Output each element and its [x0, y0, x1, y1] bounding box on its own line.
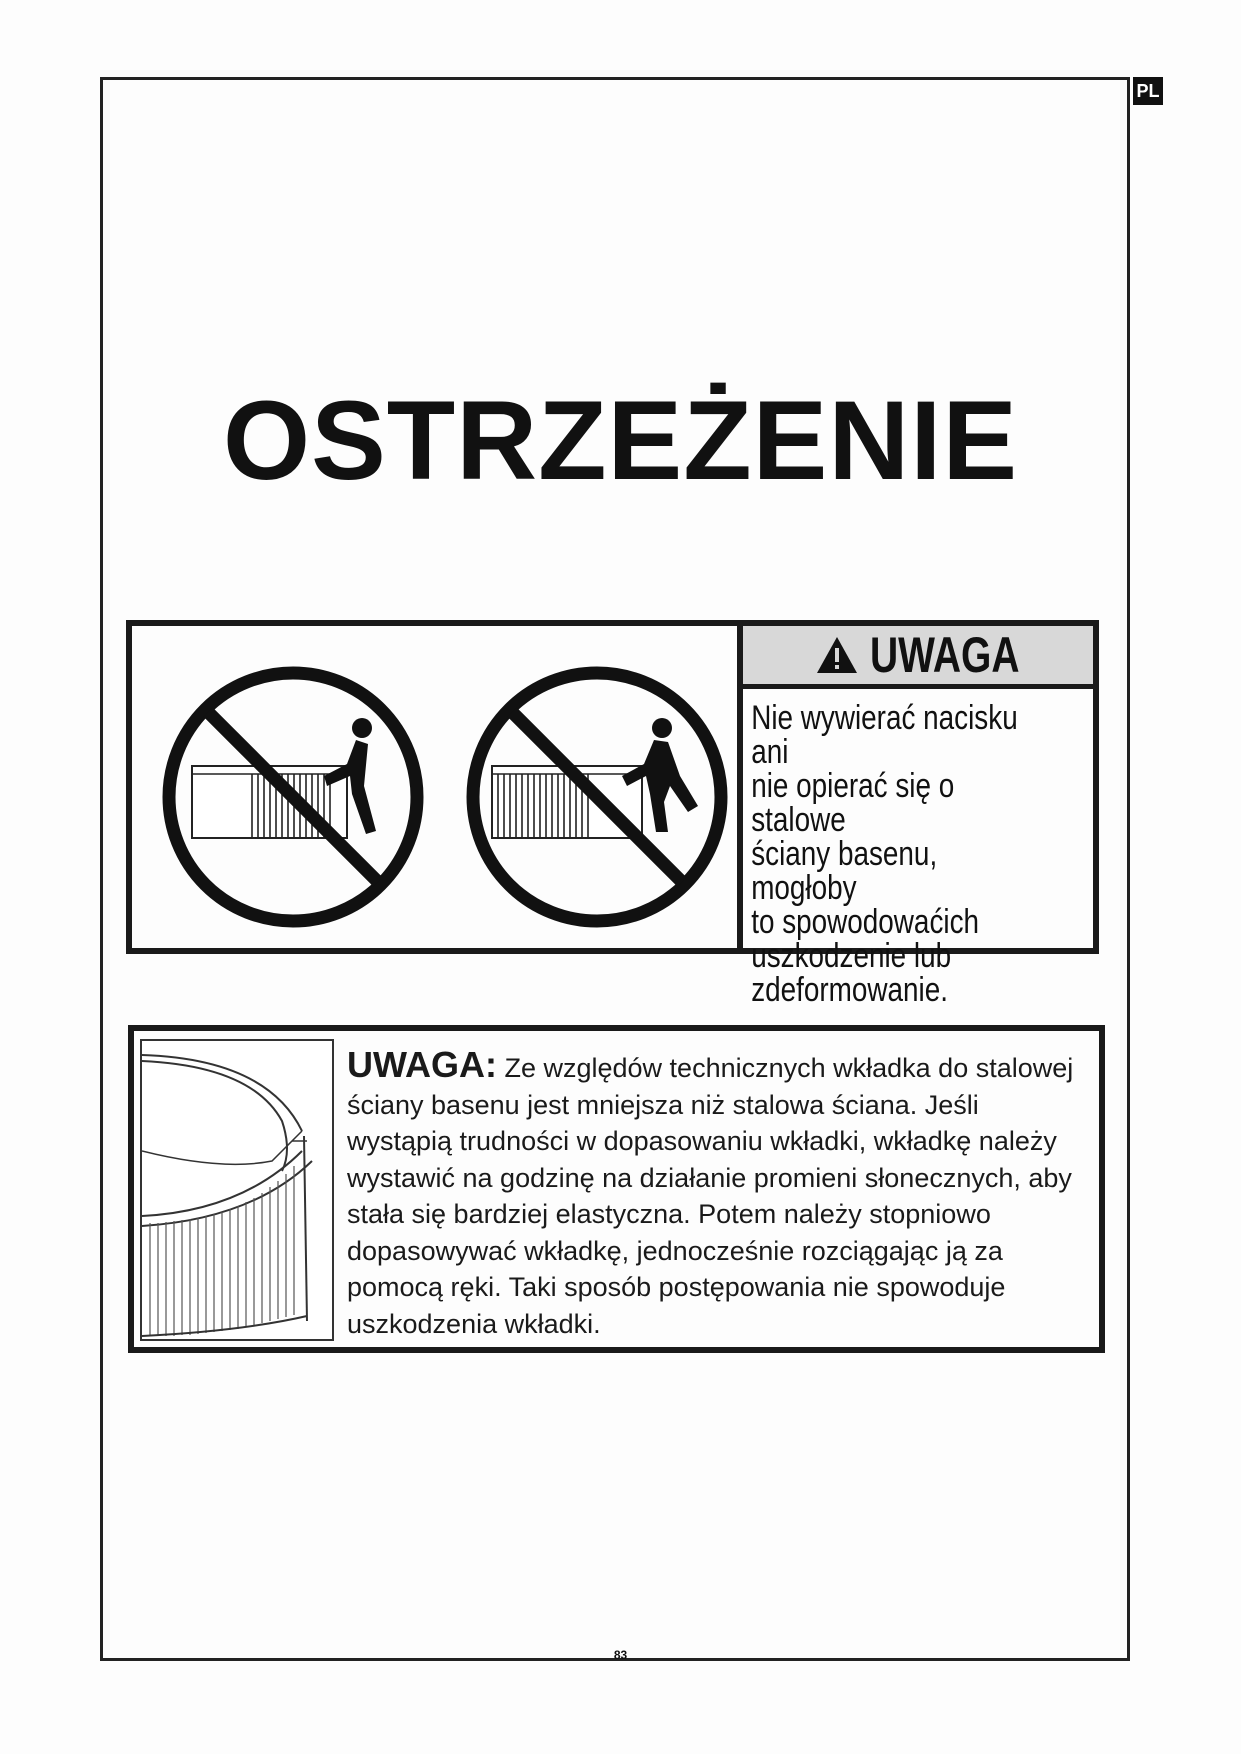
warning-text: [743, 689, 1030, 1007]
pool-liner-illustration: [140, 1039, 334, 1341]
pool-wall-drawing: [142, 1041, 332, 1339]
warning-header: [743, 626, 1093, 689]
warning-line: nie opierać się o stalowe: [751, 767, 955, 839]
note-line: wystawić na godzinę na działanie promieni słonecznych, aby: [347, 1162, 1072, 1193]
page-title: OSTRZEŻENIE: [222, 378, 1019, 503]
no-leaning-wall-icon: [473, 673, 721, 921]
warning-side: [743, 626, 1093, 1009]
warning-line: uszkodzenie lub: [751, 937, 952, 975]
note-text: [347, 1044, 1097, 1342]
note-line: ściany basenu jest mniejsza niż stalowa ściana. Jeśli: [347, 1089, 979, 1120]
note-line: wystąpią trudności w dopasowaniu wkładki, wkładkę należy: [347, 1126, 1057, 1156]
note-panel: [128, 1025, 1105, 1353]
note-line: stała się bardziej elastyczna. Potem należy stopniowo: [347, 1199, 991, 1229]
warning-line: ściany basenu, mogłoby: [751, 835, 938, 907]
note-line: dopasowywać wkładkę, jednocześnie rozciągając ją za: [347, 1235, 1003, 1266]
warning-line: zdeformowanie.: [751, 971, 949, 1009]
warning-panel: [126, 620, 1099, 1009]
note-line: uszkodzenia wkładki.: [347, 1308, 601, 1339]
note-line: pomocą ręki. Taki sposób postępowania nie spowoduje: [347, 1272, 1006, 1302]
note-lead: UWAGA:: [347, 1044, 497, 1085]
warning-line: Nie wywierać nacisku ani: [751, 699, 1018, 771]
note-line: Ze względów technicznych wkładka do stalowej: [496, 1053, 1074, 1083]
warning-pictograms: [132, 626, 743, 948]
warning-line: to spowodowaćich: [751, 903, 980, 941]
page-number: 83: [613, 1648, 628, 1662]
note-line-1: [347, 1044, 1097, 1087]
no-pushing-wall-icon: [169, 673, 417, 921]
warning-header-label: UWAGA: [870, 627, 1020, 683]
warning-triangle-icon: [816, 636, 858, 674]
language-tab: PL: [1133, 77, 1163, 105]
prohibition-pictograms: [132, 626, 768, 948]
